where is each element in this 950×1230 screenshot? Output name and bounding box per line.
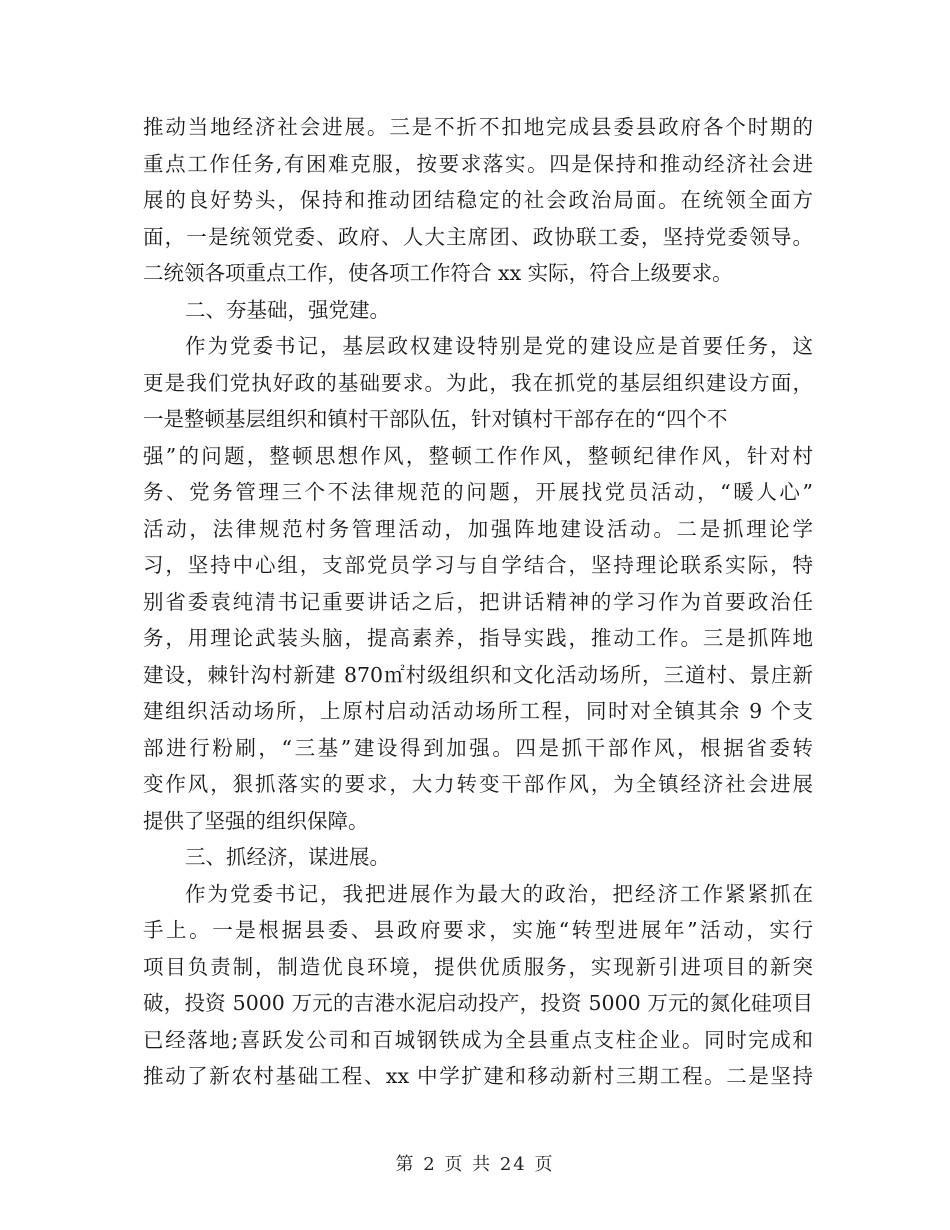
text-line: 三、抓经济，谋进展。 (185, 845, 390, 869)
text-line: 务、党务管理三个不法律规范的问题，开展找党员活动，“暖人心” (143, 480, 813, 504)
text-line: 别省委袁纯清书记重要讲话之后，把讲话精神的学习作为首要政治任 (143, 589, 813, 614)
text-line: 更是我们党执好政的基础要求。为此，我在抓党的基层组织建设方面， (143, 370, 813, 395)
text-line: 推动当地经济社会进展。三是不折不扣地完成县委县政府各个时期的 (143, 115, 813, 139)
text-line: 二统领各项重点工作，使各项工作符合 xx 实际，符合上级要求。 (143, 261, 733, 285)
text-line: 推动了新农村基础工程、xx 中学扩建和移动新村三期工程。二是坚持 (143, 1064, 813, 1088)
text-line: 一是整顿基层组织和镇村干部队伍，针对镇村干部存在的“四个不 (143, 407, 728, 431)
text-line: 展的良好势头，保持和推动团结稳定的社会政治局面。在统领全面方 (143, 188, 813, 212)
text-line: 提供了坚强的组织保障。 (143, 808, 369, 833)
text-line: 手上。一是根据县委、县政府要求，实施“转型进展年”活动，实行 (143, 918, 813, 942)
text-line: 破，投资 5000 万元的吉港水泥启动投产，投资 5000 万元的氮化硅项目 (143, 991, 813, 1015)
text-line: 面，一是统领党委、政府、人大主席团、政协联工委，坚持党委领导。 (143, 224, 813, 249)
text-line: 务，用理论武装头脑，提高素养，指导实践，推动工作。三是抓阵地 (143, 626, 813, 650)
text-line: 建设，棘针沟村新建 870㎡村级组织和文化活动场所，三道村、景庄新 (143, 662, 813, 687)
text-line: 已经落地;喜跃发公司和百城钢铁成为全县重点支柱企业。同时完成和 (143, 1027, 813, 1052)
text-line: 重点工作任务,有困难克服，按要求落实。四是保持和推动经济社会进 (143, 151, 813, 176)
text-line: 活动，法律规范村务管理活动，加强阵地建设活动。二是抓理论学 (143, 516, 813, 541)
text-line: 作为党委书记，我把进展作为最大的政治，把经济工作紧紧抓在 (185, 881, 813, 906)
text-line: 部进行粉刷，“三基”建设得到加强。四是抓干部作风，根据省委转 (143, 735, 813, 760)
document-body (143, 109, 813, 1095)
text-line: 强”的问题，整顿思想作风，整顿工作作风，整顿纪律作风，针对村 (143, 443, 813, 468)
text-line: 建组织活动场所，上原村启动活动场所工程，同时对全镇其余 9 个支 (143, 699, 813, 723)
text-line: 作为党委书记，基层政权建设特别是党的建设应是首要任务，这 (185, 334, 813, 358)
text-line: 习，坚持中心组，支部党员学习与自学结合，坚持理论联系实际，特 (143, 553, 813, 577)
text-line: 二、夯基础，强党建。 (185, 297, 390, 322)
page-number-footer: 第 2 页 共 24 页 (395, 1154, 555, 1175)
text-line: 项目负责制，制造优良环境，提供优质服务，实现新引进项目的新突 (143, 954, 813, 979)
text-line: 变作风，狠抓落实的要求，大力转变干部作风，为全镇经济社会进展 (143, 772, 813, 796)
